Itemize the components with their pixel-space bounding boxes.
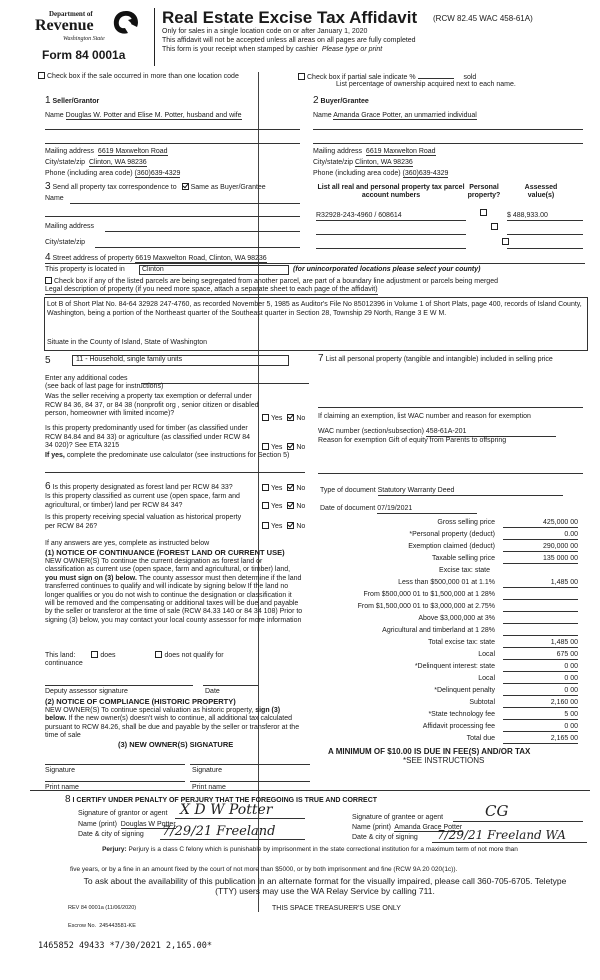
- buyer-name-row: Name Amanda Grace Potter, an unmarried individual: [313, 112, 477, 119]
- street-address-row: 4 Street address of property 6619 Maxwelton Road, Clinton, WA 98236: [45, 252, 267, 263]
- grantee-date-field[interactable]: 7/29/21 Freeland WA: [437, 828, 566, 842]
- grantee-name-field[interactable]: Amanda Grace Potter: [394, 824, 463, 831]
- perjury-note-2: five years, or by a fine in an amount fixed by the court of not more than $5000, or by both imprisonment and fine (RCW 9A 20 020(1c)).: [70, 866, 458, 873]
- section8-divider: [30, 790, 590, 791]
- delinquent-penalty-field[interactable]: 0 00: [503, 687, 578, 696]
- total-due-field[interactable]: 2,165 00: [503, 735, 578, 744]
- grantor-sig-line: [175, 818, 305, 819]
- escrow-row: Escrow No. 245443581-KE: [68, 923, 136, 929]
- deputy-assessor-signature-field[interactable]: [45, 685, 193, 686]
- new-owner-signature-field-2[interactable]: [190, 764, 310, 765]
- amount-row: Total due 2,165 00: [466, 735, 578, 742]
- seller-name-field[interactable]: Douglas W. Potter and Elise M. Potter, husband and wife: [65, 112, 242, 119]
- notice2-title: (2) NOTICE OF COMPLIANCE (HISTORIC PROPERTY): [45, 697, 236, 706]
- section5-q2-yes-checkbox[interactable]: [262, 443, 269, 450]
- reason-field[interactable]: Gift of equity from Parents to offspring: [388, 437, 507, 444]
- total-excise-state-field[interactable]: 1,485 00: [503, 639, 578, 648]
- buyer-phone-row: Phone (including area code) (360)639-4329: [313, 170, 449, 177]
- ownership-note: List percentage of ownership acquired next to each name.: [336, 81, 516, 88]
- doc-type-field[interactable]: Statutory Warranty Deed: [378, 487, 563, 496]
- parcel-personal-checkbox-3[interactable]: [502, 238, 509, 245]
- grantee-sig-label: Signature of grantee or agent: [352, 814, 444, 821]
- new-owner-print-name-field-2[interactable]: [190, 781, 310, 782]
- doc-date-row: Date of document 07/19/2021: [320, 505, 477, 514]
- amount-row: Affidavit processing fee 0 00: [422, 723, 578, 730]
- seller-phone-field[interactable]: (360)639-4329: [134, 170, 181, 177]
- amount-row: *Personal property (deduct) 0.00: [409, 531, 578, 538]
- buyer-heading: 2 Buyer/Grantee: [313, 95, 369, 106]
- correspondence-city-field[interactable]: [95, 247, 300, 248]
- personal-property-deduct-field[interactable]: 0.00: [503, 531, 578, 540]
- section6-if-yes: If any answers are yes, complete as instructed below: [45, 540, 210, 547]
- seller-name-line: [45, 129, 300, 130]
- seller-name-row: Name Douglas W. Potter and Elise M. Potter, husband and wife: [45, 112, 242, 119]
- dept-line3: Washington State: [63, 36, 105, 42]
- this-land-row: This land: does does not qualify for: [45, 652, 224, 659]
- signature-label-1: Signature: [45, 767, 75, 774]
- amount-row: *Delinquent penalty 0 00: [434, 687, 578, 694]
- section6-q2: Is this property classified as current use (open space, farm and agricultural, or timber) land per RCW 84 34?: [45, 493, 240, 509]
- amount-row: Subtotal 2,160 00: [469, 699, 578, 706]
- correspondence-name-field[interactable]: [70, 203, 300, 204]
- amount-row: Local 0 00: [478, 675, 578, 682]
- affidavit-processing-fee-field[interactable]: 0 00: [503, 723, 578, 732]
- tax-tier2-field[interactable]: [503, 591, 578, 600]
- amount-row: Excise tax: state: [439, 567, 490, 574]
- segregated-checkbox-row[interactable]: Check box if any of the listed parcels are being segregated from another parcel, are part of a boundary line adjustment or parcels being merged: [45, 277, 498, 286]
- parcels-col-header: List all real and personal property tax parcel account numbers: [317, 184, 465, 200]
- additional-codes-note: (see back of last page for instructions): [45, 383, 164, 390]
- correspondence-heading: 3 Send all property tax correspondence to Same as Buyer/Grantee: [45, 181, 266, 192]
- section5-q2-answer: Yes No: [262, 443, 305, 452]
- certify-heading: 8 I CERTIFY UNDER PENALTY OF PERJURY THAT THE FOREGOING IS TRUE AND CORRECT: [65, 794, 378, 805]
- multi-location-checkbox[interactable]: [38, 72, 45, 79]
- signature-label-2: Signature: [192, 767, 222, 774]
- deputy-date-label: Date: [205, 688, 220, 695]
- header-divider: [154, 8, 155, 66]
- wac-row: WAC number (section/subsection) 458-61A-201: [318, 428, 556, 437]
- section5-q1-no-checkbox[interactable]: [287, 414, 294, 421]
- amount-row: Above $3,000,000 at 3%: [320, 615, 590, 625]
- agricultural-tax-field[interactable]: [503, 627, 578, 636]
- correspondence-name-row: Name: [45, 195, 64, 202]
- legal-description-label: Legal description of property (if you need more space, attach a separate sheet to each page of the affidavit): [45, 286, 378, 295]
- section6-q1-answer: Yes No: [262, 484, 305, 493]
- see-instructions-note: *SEE INSTRUCTIONS: [403, 756, 485, 765]
- page-title: Real Estate Excise Tax Affidavit: [162, 8, 418, 27]
- located-in-label: This property is located in: [45, 266, 125, 273]
- subtotal-field[interactable]: 2,160 00: [503, 699, 578, 708]
- notice1-text: NEW OWNER(S) To continue the current designation as forest land or classification as current use (open space, farm and agricultural, or timber) land, you must sign on (3) below. The county assessor must then determine if the land transferred continues to qualify and will indicate by signing below If the land no longer qualifies or you do not wish to continue the designation or classification it will be removed and the compensating or additional taxes will be due and payable by the seller or transferor at the time of sale (RCW 84.33 140 or 84 34 108) Prior to signing (3) below, you may contact your local county assessor for more information: [45, 558, 303, 624]
- dor-logo: [35, 6, 145, 46]
- seller-name-line-2: [45, 143, 300, 144]
- section5-num: 5: [45, 355, 51, 366]
- gross-selling-price-field[interactable]: 425,000 00: [503, 519, 578, 528]
- continuance-label: continuance: [45, 660, 83, 667]
- assessed-value-field-3[interactable]: [507, 248, 583, 249]
- correspondence-city-label: City/state/zip: [45, 239, 86, 246]
- grantor-name-row: Name (print) Douglas W Potter: [78, 821, 176, 828]
- street-address-line: [45, 263, 585, 264]
- land-does-not-checkbox[interactable]: [155, 651, 162, 658]
- reason-line: [318, 473, 583, 474]
- tax-tier1-field[interactable]: 1,485 00: [503, 579, 578, 588]
- multi-location-checkbox-row[interactable]: Check box if the sale occurred in more than one location code: [38, 72, 239, 81]
- buyer-city-field[interactable]: Clinton, WA 98236: [355, 159, 413, 166]
- land-does-checkbox[interactable]: [91, 651, 98, 658]
- amount-row: Taxable selling price 135 000 00: [431, 555, 578, 562]
- alt-format-note: To ask about the availability of this publication in an alternate format for the visually impaired, please call 360-705-6705. Teletype (TTY) users may use the WA Relay Service by calling 711.: [83, 876, 567, 896]
- assessed-value-col-header: Assessed value(s): [524, 184, 558, 200]
- buyer-mailing-row: Mailing address 6619 Maxwelton Road: [313, 148, 436, 155]
- partial-sale-checkbox-row[interactable]: Check box if partial sale indicate % sold: [298, 72, 476, 82]
- section5-q2: Is this property predominantly used for timber (as classified under RCW 84.84 and 84 33) or agriculture (as classified under RCW 84 34 020)? See ETA 3215: [45, 425, 251, 449]
- use-code-select[interactable]: 11 - Household, single family units: [72, 355, 289, 366]
- section5-q1: Was the seller receiving a property tax exemption or deferral under RCW 84 36, 84 37, or 84 38 (nonprofit org , senior citizen or disabled person, homeowner with limited income)?: [45, 393, 259, 417]
- delinquent-interest-state-field[interactable]: 0 00: [503, 663, 578, 672]
- parcel-number-field[interactable]: R32928-243-4960 / 608614: [316, 212, 466, 221]
- grantor-signature[interactable]: X D W Potter: [180, 802, 273, 818]
- amount-row: From $500,000 01 to $1,500,000 at 1 28%: [320, 591, 590, 601]
- located-in-select[interactable]: Clinton: [139, 265, 289, 275]
- deputy-date-field[interactable]: [203, 685, 258, 686]
- minimum-due-note: A MINIMUM OF $10.00 IS DUE IN FEE(S) AND/OR TAX: [328, 747, 531, 756]
- buyer-name-line: [313, 129, 583, 130]
- new-owner-print-name-field-1[interactable]: [45, 781, 185, 782]
- doc-date-field[interactable]: 07/19/2021: [377, 505, 477, 514]
- section6-q3-answer: Yes No: [262, 522, 305, 531]
- grantee-signature[interactable]: CG: [485, 802, 509, 820]
- tax-tier4-field[interactable]: [503, 615, 578, 624]
- tax-tier3-field[interactable]: [503, 603, 578, 612]
- seller-city-field[interactable]: Clinton, WA 98236: [88, 159, 147, 166]
- section6-q2-yes-checkbox[interactable]: [262, 502, 269, 509]
- assessed-value-field[interactable]: $ 488,933.00: [507, 212, 583, 221]
- local-tax-field[interactable]: 675 00: [503, 651, 578, 660]
- grantee-name-row: Name (print) Amanda Grace Potter: [352, 824, 463, 831]
- section6-q1: 6 Is this property designated as forest land per RCW 84 33?: [45, 481, 233, 492]
- exemption-label: If claiming an exemption, list WAC number and reason for exemption: [318, 413, 531, 420]
- grantor-date-label: Date & city of signing: [78, 831, 144, 838]
- parcel-personal-checkbox-2[interactable]: [491, 223, 498, 230]
- section5-q1-answer: Yes No: [262, 414, 305, 423]
- buyer-city-row: City/state/zip Clinton, WA 98236: [313, 159, 413, 166]
- grantee-sig-line: [453, 821, 583, 822]
- taxable-selling-price-field[interactable]: 135 000 00: [503, 555, 578, 564]
- section6-q3-no-checkbox[interactable]: [287, 522, 294, 529]
- grantor-name-field[interactable]: Douglas W Potter: [120, 821, 176, 828]
- additional-codes-field[interactable]: [141, 383, 309, 384]
- personal-property-field[interactable]: [318, 407, 583, 408]
- buyer-name-line-2: [313, 143, 583, 144]
- amount-row: *Delinquent interest: state 0 00: [414, 663, 578, 670]
- assessed-value-field-2[interactable]: [507, 234, 583, 235]
- amount-row: Exemption claimed (deduct) 290,000 00: [408, 543, 578, 550]
- section6-q1-yes-checkbox[interactable]: [262, 484, 269, 491]
- section6-q2-answer: Yes No: [262, 502, 305, 511]
- section6-q1-no-checkbox[interactable]: [287, 484, 294, 491]
- delinquent-interest-local-field[interactable]: 0 00: [503, 675, 578, 684]
- state-technology-fee-field[interactable]: 5 00: [503, 711, 578, 720]
- wa-swirl-logo-icon: [111, 8, 141, 36]
- notice1-title: (1) NOTICE OF CONTINUANCE (FOREST LAND OR CURRENT USE): [45, 548, 285, 557]
- header-note-2: This affidavit will not be accepted unless all areas on all pages are fully completed: [162, 37, 416, 44]
- section7-label: 7 List all personal property (tangible and intangible) included in selling price: [318, 353, 553, 364]
- amount-row: Total excise tax: state 1,485 00: [428, 639, 578, 646]
- seller-mailing-row: Mailing address 6619 Maxwelton Road: [45, 148, 168, 155]
- amount-row: Gross selling price 425,000 00: [437, 519, 578, 526]
- grantee-date-label: Date & city of signing: [352, 834, 418, 841]
- section5-bottom-line: [45, 472, 305, 473]
- dept-line2: Revenue: [35, 17, 94, 34]
- print-name-label-2: Print name: [192, 784, 226, 791]
- grantor-sig-label: Signature of grantor or agent: [78, 810, 168, 817]
- correspondence-mailing-label: Mailing address: [45, 223, 95, 230]
- same-as-buyer-checkbox[interactable]: [182, 183, 189, 190]
- buyer-mailing-field[interactable]: 6619 Maxwelton Road: [365, 148, 436, 155]
- partial-sale-checkbox[interactable]: [298, 73, 305, 80]
- page-fold-line: [258, 72, 259, 912]
- section6-q3: Is this property receiving special valuation as historical property per RCW 84 26?: [45, 514, 242, 530]
- perjury-note: Perjury: Perjury is a class C felony which is punishable by imprisonment in the state correctional institution for a maximum term of not more than: [102, 846, 518, 853]
- personal-property-col-header: Personal property?: [467, 184, 501, 200]
- title-ref: (RCW 82.45 WAC 458-61A): [433, 14, 533, 23]
- section5-q1-yes-checkbox[interactable]: [262, 414, 269, 421]
- header-note-3: This form is your receipt when stamped by cashier Please type or print: [162, 46, 383, 53]
- receipt-stamp: 1465852 49433 *7/30/2021 2,165.00*: [38, 941, 212, 951]
- street-address-field[interactable]: 6619 Maxwelton Road, Clinton, WA 98236: [135, 255, 267, 262]
- correspondence-mailing-field[interactable]: [105, 231, 300, 232]
- seller-mailing-field[interactable]: 6619 Maxwelton Road: [97, 148, 168, 155]
- amount-row: Agricultural and timberland at 1 28%: [320, 627, 590, 637]
- amount-row: *State technology fee 5 00: [428, 711, 578, 718]
- partial-sale-percent-field[interactable]: [418, 72, 454, 79]
- seller-city-row: City/state/zip Clinton, WA 98236: [45, 159, 147, 166]
- notice2-text: NEW OWNER(S) To continue special valuation as historic property, sign (3) below. If the new owner(s) doesn't wish to continue, all additional tax calculated pursuant to RCW 84.26, shall be due and payable by the seller or transferor at the time of sale: [45, 707, 300, 740]
- seller-heading: 1 Seller/Grantor: [45, 95, 100, 106]
- deputy-sig-label: Deputy assessor signature: [45, 688, 128, 695]
- exemption-claimed-field[interactable]: 290,000 00: [503, 543, 578, 552]
- additional-codes-label: Enter any additional codes: [45, 375, 128, 382]
- legal-description-text: Lot B of Short Plat No. 84-64 32928 247-4760, as recorded November 5, 1985 as Auditor's File No 85012396 in Volume 1 of Short Plats, page 400, records of Island County, Washington, being a portion of the Northeast quarter of the Southeast quarter in Section 28, Township 29 North, Range 3 E W M.: [47, 301, 582, 317]
- buyer-name-field[interactable]: Amanda Grace Potter, an unmarried individual: [333, 112, 477, 119]
- doc-type-row: Type of document Statutory Warranty Deed: [320, 487, 563, 496]
- treasurer-use-label: THIS SPACE TREASURER'S USE ONLY: [272, 905, 401, 912]
- parcel-number-field-3[interactable]: [316, 248, 466, 249]
- section6-q3-yes-checkbox[interactable]: [262, 522, 269, 529]
- legal-description-box[interactable]: [44, 297, 588, 351]
- amount-row: Local 675 00: [478, 651, 578, 658]
- section5-q2-no-checkbox[interactable]: [287, 443, 294, 450]
- amount-row: Less than $500,000 01 at 1.1% 1,485 00: [398, 579, 578, 586]
- reason-row: Reason for exemption Gift of equity from Parents to offspring: [318, 437, 507, 444]
- legal-situate-text: Situate in the County of Island, State of Washington: [47, 339, 208, 346]
- section6-q2-no-checkbox[interactable]: [287, 502, 294, 509]
- wac-number-field[interactable]: 458-61A-201: [426, 428, 556, 437]
- print-name-label-1: Print name: [45, 784, 79, 791]
- located-note: (for unincorporated locations please select your county): [293, 266, 481, 273]
- grantor-date-field[interactable]: 7/29/21 Freeland: [162, 824, 276, 839]
- parcel-personal-checkbox[interactable]: [480, 209, 487, 216]
- form-number: Form 84 0001a: [42, 48, 126, 62]
- parcel-number-field-2[interactable]: [316, 234, 466, 235]
- header-note-1: Only for sales in a single location code on or after January 1, 2020: [162, 28, 368, 35]
- buyer-phone-field[interactable]: (360)639-4329: [402, 170, 449, 177]
- correspondence-name-line-2: [45, 216, 300, 217]
- rev-label: REV 84 0001a (11/06/2020): [68, 905, 137, 911]
- segregated-checkbox[interactable]: [45, 277, 52, 284]
- seller-phone-row: Phone (including area code) (360)639-4329: [45, 170, 181, 177]
- section5-predominate-note: If yes, complete the predominate use calculator (see instructions for Section 5): [45, 452, 290, 459]
- dept-line1: Department of: [49, 10, 93, 18]
- amount-row: From $1,500,000 01 to $3,000,000 at 2.75%: [320, 603, 590, 613]
- new-owner-signature-field-1[interactable]: [45, 764, 185, 765]
- notice3-title: (3) NEW OWNER(S) SIGNATURE: [118, 740, 234, 749]
